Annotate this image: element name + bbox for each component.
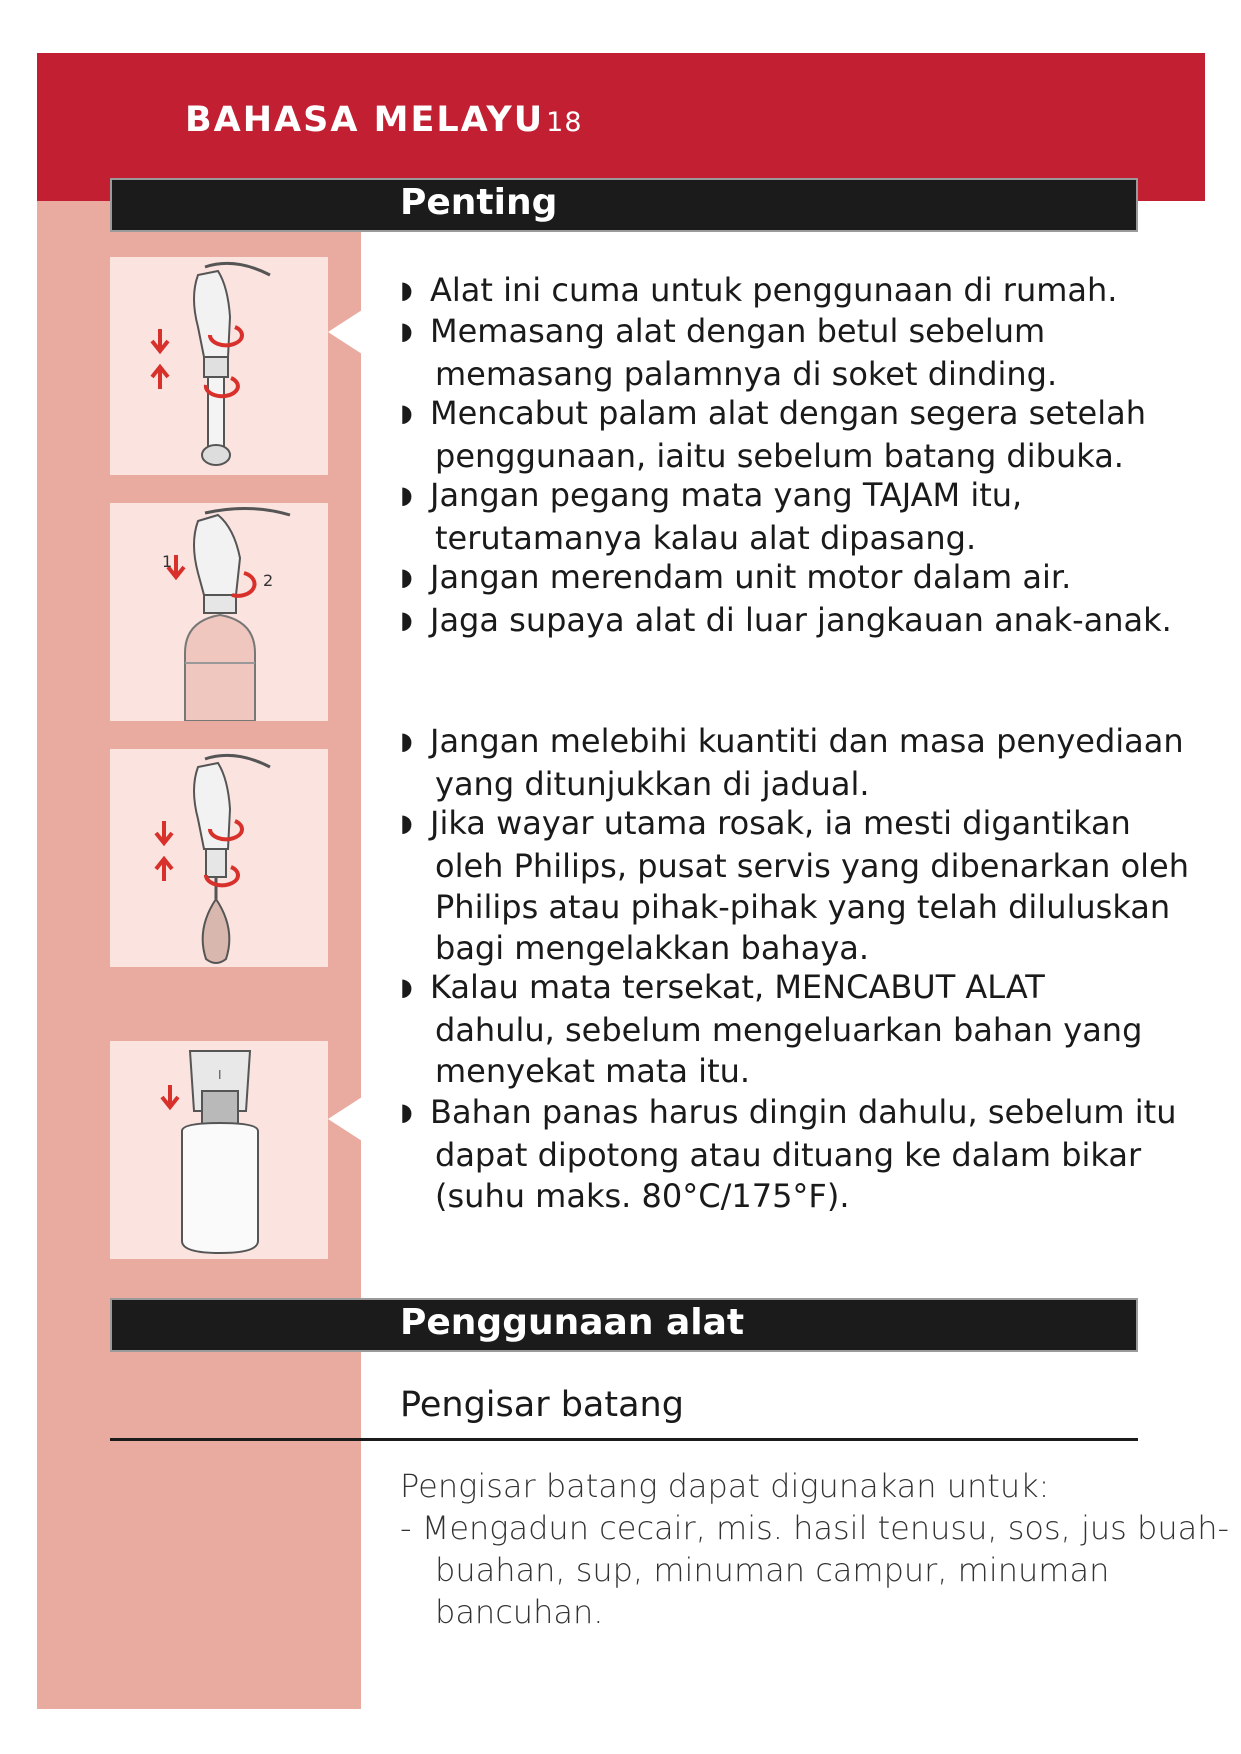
bullet-icon: ◗ xyxy=(400,398,413,427)
blender-assembly-illustration xyxy=(110,257,328,475)
step-label-1: 1 xyxy=(162,552,173,571)
list-item: ◗ Bahan panas harus dingin dahulu, sebelum itu dapat dipotong atau dituang ke dalam bikar (suhu maks. 80°C/175°F). xyxy=(400,1093,1177,1215)
beaker-mark: I xyxy=(218,1068,222,1082)
blender-description: Pengisar batang dapat digunakan untuk: - Mengadun cecair, mis. hasil tenusu, sos, jus buah- buahan, sup, minuman campur, minuman bancuhan. xyxy=(400,1467,1230,1631)
bullet-icon: ◗ xyxy=(400,275,413,304)
page-number: 18 xyxy=(546,107,583,138)
list-item: ◗ Jaga supaya alat di luar jangkauan anak-anak. xyxy=(400,601,1172,639)
page-header xyxy=(185,100,583,140)
list-item: ◗ Jangan merendam unit motor dalam air. xyxy=(400,558,1072,596)
list-item: ◗ Kalau mata tersekat, MENCABUT ALAT dahulu, sebelum mengeluarkan bahan yang menyekat mata itu. xyxy=(400,968,1143,1090)
bullet-icon: ◗ xyxy=(400,316,413,345)
figure-pointer-1 xyxy=(328,310,362,354)
subsection-rule xyxy=(110,1438,1138,1441)
bullet-icon: ◗ xyxy=(400,972,413,1001)
beaker-illustration xyxy=(110,1041,328,1259)
list-item: ◗ Alat ini cuma untuk penggunaan di rumah. xyxy=(400,271,1118,309)
chopper-assembly-illustration xyxy=(110,503,328,721)
step-label-2: 2 xyxy=(263,571,274,590)
section-title-usage: Penggunaan alat xyxy=(400,1302,745,1343)
subsection-title: Pengisar batang xyxy=(400,1385,684,1425)
figure-attach-whisk xyxy=(110,749,328,967)
bullet-icon: ◗ xyxy=(400,726,413,755)
figure-assemble-blender xyxy=(110,257,328,475)
section-title-important: Penting xyxy=(400,182,558,223)
bullet-icon: ◗ xyxy=(400,562,413,591)
list-item: ◗ Jangan melebihi kuantiti dan masa penyediaan yang ditunjukkan di jadual. xyxy=(400,722,1184,803)
list-item: ◗ Jangan pegang mata yang TAJAM itu, terutamanya kalau alat dipasang. xyxy=(400,476,1023,557)
figure-pointer-2 xyxy=(328,1097,362,1141)
bullet-icon: ◗ xyxy=(400,605,413,634)
list-item: ◗ Mencabut palam alat dengan segera setelah penggunaan, iaitu sebelum batang dibuka. xyxy=(400,394,1147,475)
whisk-assembly-illustration xyxy=(110,749,328,967)
figure-attach-chopper xyxy=(110,503,328,721)
section-bar-important xyxy=(110,178,1138,232)
figure-beaker xyxy=(110,1041,328,1259)
bullet-icon: ◗ xyxy=(400,808,413,837)
list-item: ◗ Memasang alat dengan betul sebelum memasang palamnya di soket dinding. xyxy=(400,312,1058,393)
language-title: BAHASA MELAYU xyxy=(185,100,545,140)
list-item: ◗ Jika wayar utama rosak, ia mesti digantikan oleh Philips, pusat servis yang dibenarkan oleh Philips atau pihak-pihak yang telah diluluskan bagi mengelakkan bahaya. xyxy=(400,804,1189,967)
bullet-icon: ◗ xyxy=(400,1097,413,1126)
bullet-icon: ◗ xyxy=(400,480,413,509)
